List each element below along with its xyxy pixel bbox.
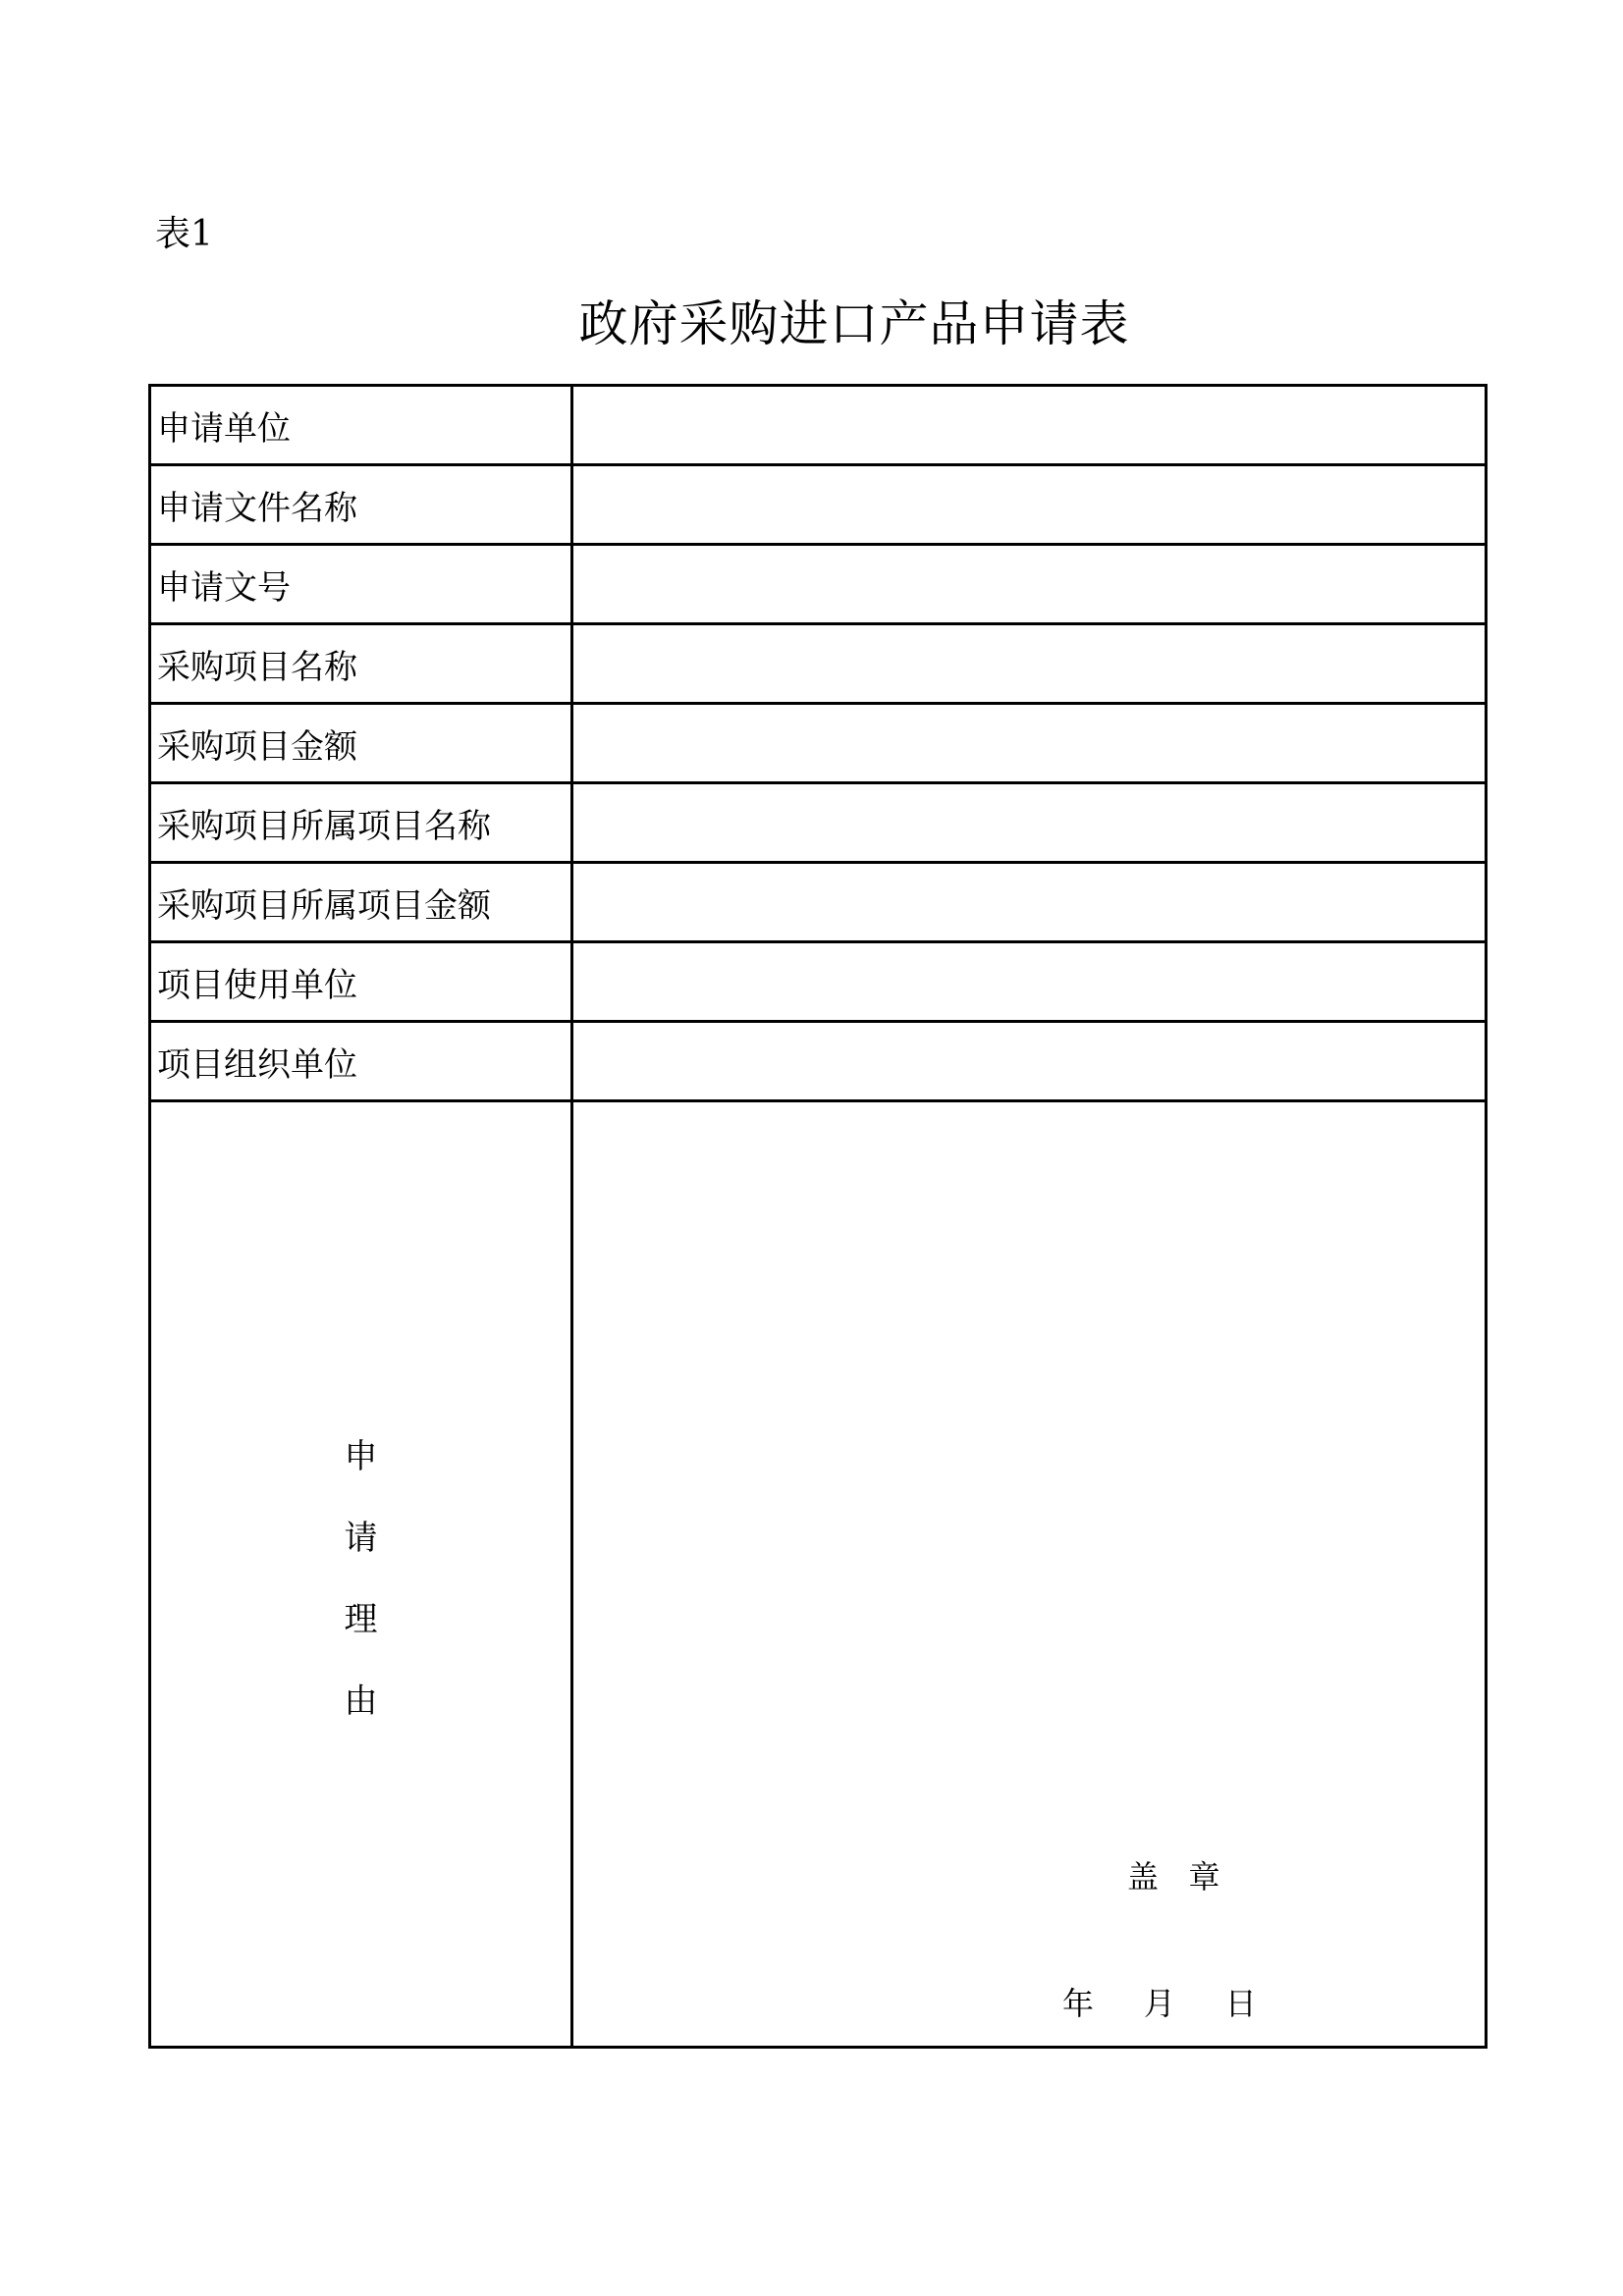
- field-row-document-name: [150, 465, 1487, 545]
- field-label: 申请单位: [150, 386, 572, 465]
- document-number-value[interactable]: [572, 545, 1487, 624]
- field-label: 申请文号: [150, 545, 572, 624]
- field-label: 项目使用单位: [150, 942, 572, 1022]
- field-label: 采购项目所属项目名称: [150, 783, 572, 863]
- field-label: 采购项目名称: [150, 624, 572, 704]
- field-row-project-amount: [150, 704, 1487, 783]
- application-form-table: [148, 384, 1488, 2049]
- reason-label-char: 由: [344, 1682, 378, 1721]
- user-unit-value[interactable]: [572, 942, 1487, 1022]
- field-row-applicant-unit: [150, 386, 1487, 465]
- reason-label-cell: [150, 1101, 572, 2048]
- field-row-project-name: [150, 624, 1487, 704]
- field-row-user-unit: [150, 942, 1487, 1022]
- document-name-value[interactable]: [572, 465, 1487, 545]
- field-label: 申请文件名称: [150, 465, 572, 545]
- reason-label-char: 理: [344, 1600, 378, 1639]
- form-title: 政府采购进口产品申请表: [578, 295, 1130, 352]
- field-row-parent-project-name: [150, 783, 1487, 863]
- table-number-label: 表1: [155, 214, 213, 254]
- reason-label-char: 申: [344, 1437, 378, 1476]
- parent-project-name-value[interactable]: [572, 783, 1487, 863]
- reason-value-cell[interactable]: [572, 1101, 1487, 2048]
- reason-label-char: 请: [344, 1519, 378, 1558]
- seal-label: 盖 章: [1127, 1858, 1220, 1896]
- parent-project-amount-value[interactable]: [572, 863, 1487, 942]
- project-amount-value[interactable]: [572, 704, 1487, 783]
- organizer-unit-value[interactable]: [572, 1022, 1487, 1101]
- project-name-value[interactable]: [572, 624, 1487, 704]
- field-label: 采购项目所属项目金额: [150, 863, 572, 942]
- date-label: 年 月 日: [1062, 1985, 1257, 2022]
- field-row-document-number: [150, 545, 1487, 624]
- field-row-parent-project-amount: [150, 863, 1487, 942]
- reason-vertical-label: [151, 1416, 570, 1742]
- field-row-organizer-unit: [150, 1022, 1487, 1101]
- field-label: 采购项目金额: [150, 704, 572, 783]
- applicant-unit-value[interactable]: [572, 386, 1487, 465]
- field-label: 项目组织单位: [150, 1022, 572, 1101]
- reason-row: [150, 1101, 1487, 2048]
